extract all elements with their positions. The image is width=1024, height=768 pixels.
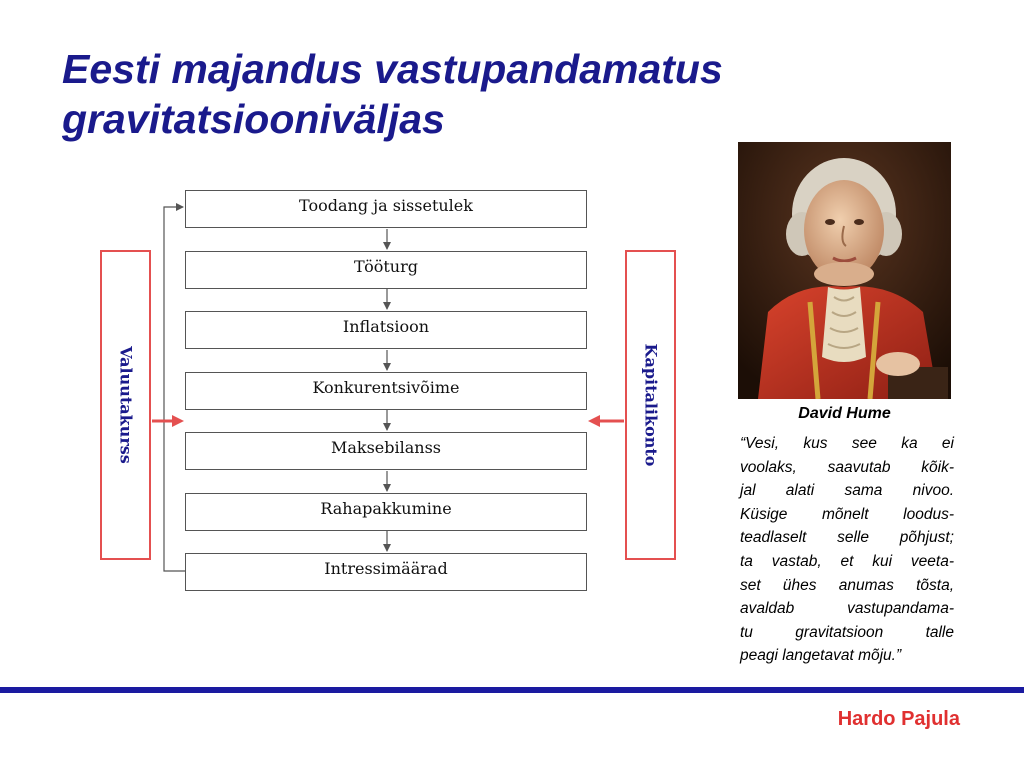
author-name: Hardo Pajula <box>837 708 960 730</box>
box-intressimaarad: Intressimäärad <box>185 553 587 591</box>
box-konkurentsivoime: Konkurentsivõime <box>185 372 587 410</box>
red-arrowhead-left <box>172 415 184 427</box>
feedback-loop-arrow <box>164 207 185 571</box>
box-maksebilanss: Maksebilanss <box>185 432 587 470</box>
side-box-valuutakurss <box>100 250 151 560</box>
quote-line: avaldab vastupandama- <box>740 600 954 618</box>
quote-line: peagi langetavat mõju.” <box>740 647 902 665</box>
box-rahapakkumine: Rahapakkumine <box>185 493 587 531</box>
red-arrowhead-right <box>588 415 600 427</box>
portrait-caption: David Hume <box>798 405 891 422</box>
quote-line: voolaks, saavutab kõik- <box>740 458 954 476</box>
box-inflatsioon: Inflatsioon <box>185 311 587 349</box>
box-toodang-ja-sissetulek: Toodang ja sissetulek <box>185 190 587 228</box>
quote-line: ta vastab, et kui veeta- <box>740 552 954 570</box>
side-label-valuutakurss: Valuutakurss <box>116 346 135 464</box>
side-box-kapitalikonto <box>625 250 676 560</box>
slide-title-line-1: Eesti majandus vastupandamatus <box>62 46 723 92</box>
quote-line: tu gravitatsioon talle <box>740 623 954 641</box>
quote-line: teadlaselt selle põhjust; <box>740 529 954 547</box>
quote-line: “Vesi, kus see ka ei <box>740 435 954 452</box>
portrait-image <box>738 142 951 399</box>
quote-line: Küsige mõnelt loodus- <box>740 505 954 523</box>
side-label-kapitalikonto: Kapitalikonto <box>641 343 660 467</box>
slide-title-line-2: gravitatsiooniväljas <box>62 96 445 142</box>
david-hume-portrait <box>738 142 951 399</box>
quote-line: jal alati sama nivoo. <box>740 482 954 500</box>
footer-divider <box>0 687 1024 693</box>
box-tooturg: Tööturg <box>185 251 587 289</box>
hume-quote <box>740 432 954 668</box>
quote-line: set ühes anumas tõsta, <box>740 576 954 594</box>
